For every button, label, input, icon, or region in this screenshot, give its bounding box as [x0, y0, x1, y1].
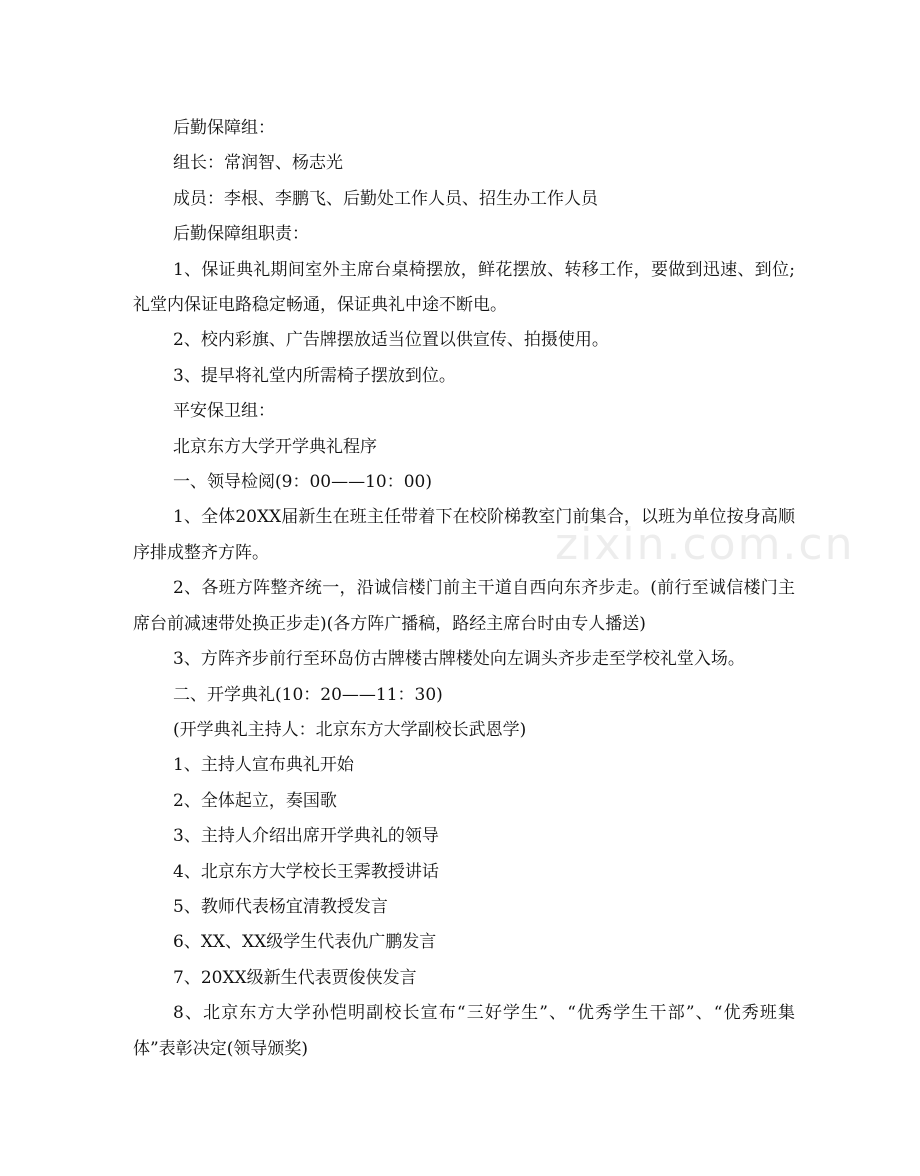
document-body: [133, 111, 795, 1067]
paragraph: 1、主持人宣布典礼开始: [173, 755, 354, 776]
paragraph: 平安保卫组：: [173, 401, 275, 422]
paragraph: 后勤保障组：: [173, 118, 275, 138]
paragraph: 6、XX、XX级学生代表仇广鹏发言: [173, 932, 437, 953]
watermark: zixin.com.cn: [555, 519, 855, 570]
paragraph: 3、方阵齐步前行至环岛仿古牌楼古牌楼处向左调头齐步走至学校礼堂入场。: [173, 649, 745, 670]
paragraph: 成员：李根、李鹏飞、后勤处工作人员、招生办工作人员: [173, 188, 598, 209]
paragraph: 一、领导检阅(9：00——10：00): [173, 472, 432, 493]
paragraph: 8、北京东方大学孙恺明副校长宣布“三好学生”、“优秀学生干部”、“优秀班集体”表彰决定(领导颁奖): [133, 1003, 795, 1059]
paragraph: 2、校内彩旗、广告牌摆放适当位置以供宣传、拍摄使用。: [173, 330, 609, 351]
paragraph: (开学典礼主持人：北京东方大学副校长武恩学): [173, 719, 527, 740]
paragraph: 3、主持人介绍出席开学典礼的领导: [173, 826, 439, 847]
paragraph: 2、各班方阵整齐统一，沿诚信楼门前主干道自西向东齐步走。(前行至诚信楼门主席台前减速带处换正步走)(各方阵广播稿，路经主席台时由专人播送): [133, 578, 795, 634]
paragraph: 1、保证典礼期间室外主席台桌椅摆放，鲜花摆放、转移工作，要做到迅速、到位;礼堂内保证电路稳定畅通，保证典礼中途不断电。: [133, 259, 795, 316]
paragraph: 7、20XX级新生代表贾俊侠发言: [173, 967, 417, 988]
paragraph: 二、开学典礼(10：20——11：30): [173, 684, 443, 705]
paragraph: 4、北京东方大学校长王霁教授讲话: [173, 861, 439, 882]
paragraph: 2、全体起立，奏国歌: [173, 790, 337, 811]
paragraph: 组长：常润智、杨志光: [173, 153, 343, 174]
paragraph: 3、提早将礼堂内所需椅子摆放到位。: [173, 365, 456, 386]
paragraph: 5、教师代表杨宜清教授发言: [173, 896, 388, 917]
paragraph: 后勤保障组职责：: [173, 224, 309, 245]
paragraph: 北京东方大学开学典礼程序: [173, 436, 377, 457]
paragraph: 1、全体20XX届新生在班主任带着下在校阶梯教室门前集合，以班为单位按身高顺序排成整齐方阵。: [133, 507, 795, 563]
